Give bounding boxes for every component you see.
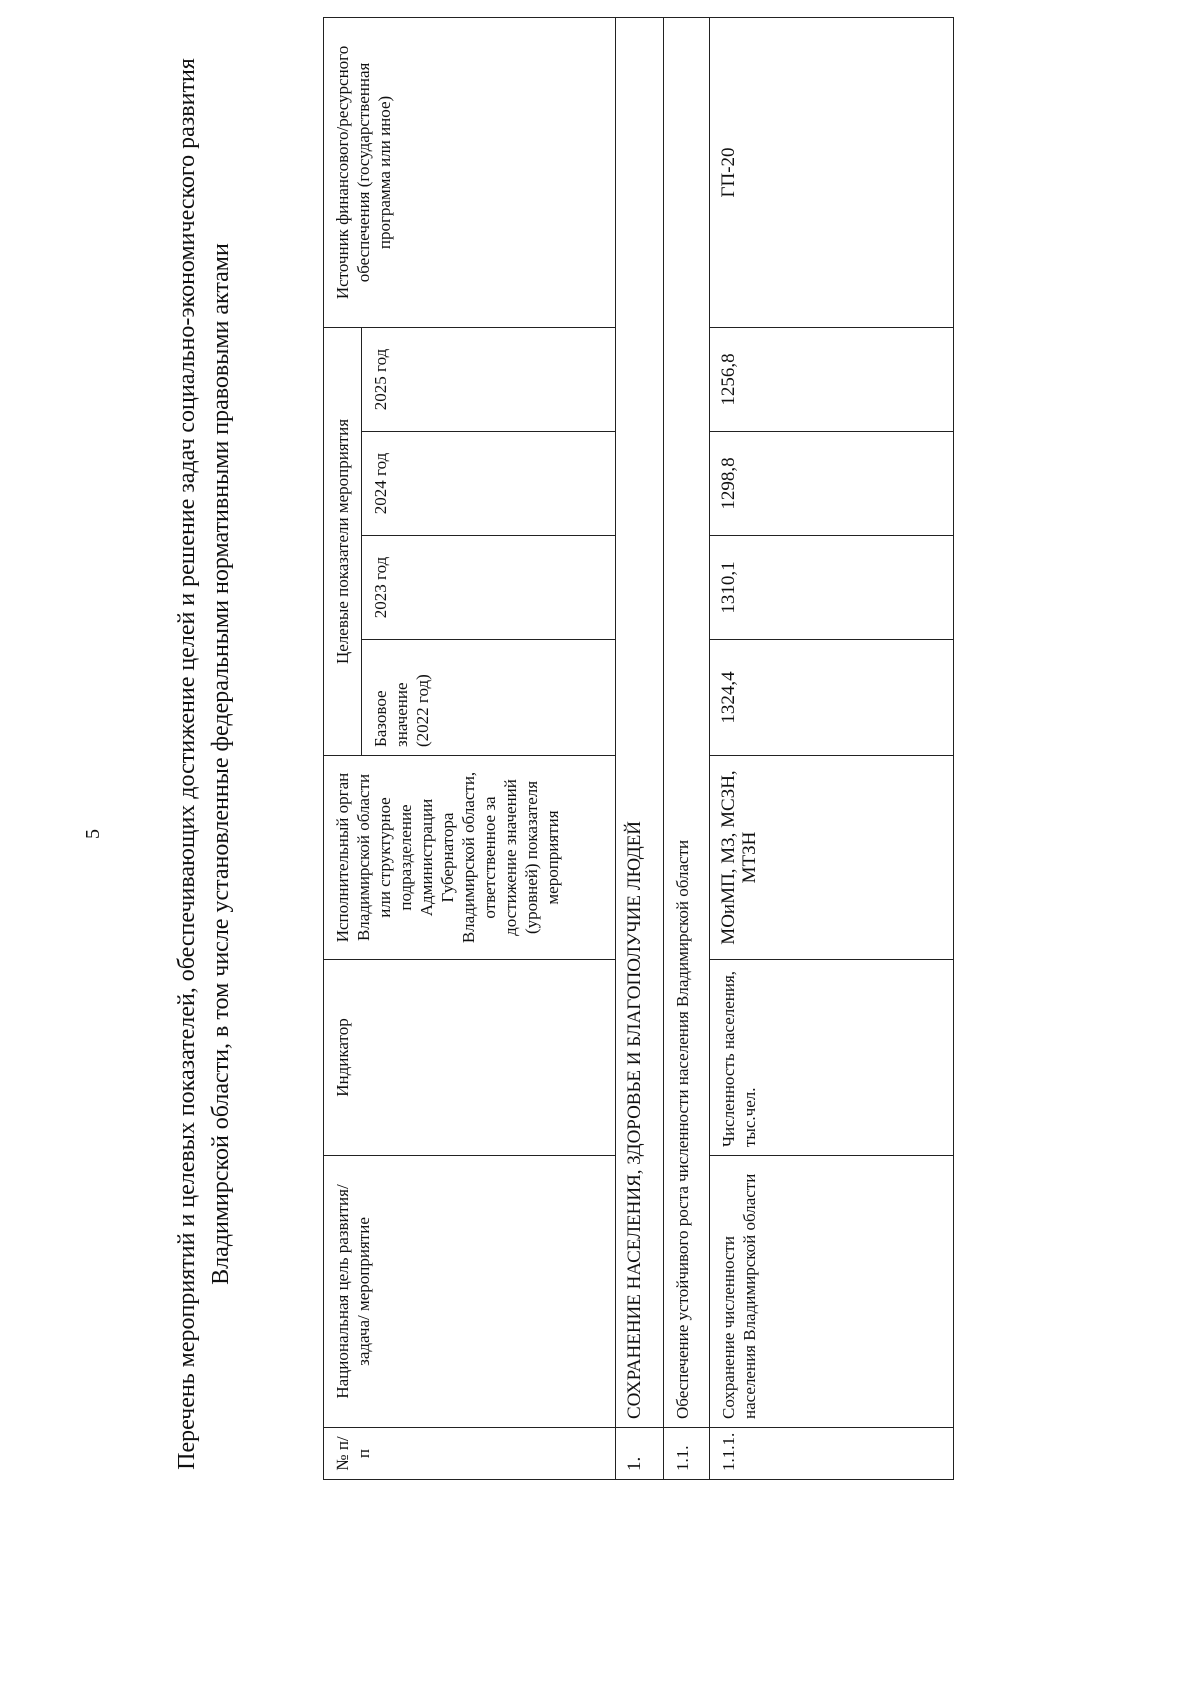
subsection-row	[664, 17, 710, 1479]
row-goal: Сохранение численности населения Владимирской области	[710, 1156, 954, 1428]
header-goal: Национальная цель развития/ задача/ мероприятие	[324, 1156, 616, 1428]
table-row	[710, 17, 954, 1479]
document-title: Перечень мероприятий и целевых показателей, обеспечивающих достижение целей и решение задач социально-экономического развития Владимирской области, в том числе установленные федеральными нормативными правовыми актами	[174, 58, 234, 1470]
section-row	[616, 17, 664, 1479]
row-num: 1.1.1.	[710, 1428, 954, 1480]
rotated-page-content	[170, 24, 1032, 1504]
header-source: Источник финансового/ресурсного обеспечения (государственная программа или иное)	[324, 17, 616, 327]
header-executor: Исполнительный орган Владимирской области или структурное подразделение Администрации Губернатора Владимирской области, ответственное за достижение значений (уровней) показателя мероприятия	[324, 756, 616, 960]
header-year-2025: 2025 год	[362, 327, 616, 431]
row-value-2023: 1310,1	[710, 536, 954, 640]
measures-table	[323, 17, 954, 1480]
table-header-row	[324, 17, 362, 1479]
header-year-2023: 2023 год	[362, 536, 616, 640]
header-indicator: Индикатор	[324, 960, 616, 1156]
page-number: 5	[82, 829, 104, 839]
row-source: ГП-20	[710, 17, 954, 327]
section-title: СОХРАНЕНИЕ НАСЕЛЕНИЯ, ЗДОРОВЬЕ И БЛАГОПОЛУЧИЕ ЛЮДЕЙ	[616, 17, 664, 1427]
section-num: 1.	[616, 1428, 664, 1480]
header-year-2024: 2024 год	[362, 432, 616, 536]
row-value-2025: 1256,8	[710, 327, 954, 431]
row-indicator: Численность населения, тыс.чел.	[710, 960, 954, 1156]
subsection-title: Обеспечение устойчивого роста численности населения Владимирской области	[664, 17, 710, 1427]
row-executor: МОиМП, МЗ, МСЗН, МТЗН	[710, 756, 954, 960]
row-value-2024: 1298,8	[710, 432, 954, 536]
header-targets-group: Целевые показатели мероприятия	[324, 327, 362, 755]
row-base-value: 1324,4	[710, 640, 954, 756]
header-num: № п/п	[324, 1428, 616, 1480]
subsection-num: 1.1.	[664, 1428, 710, 1480]
header-base-value: Базовое значение (2022 год)	[362, 640, 616, 756]
